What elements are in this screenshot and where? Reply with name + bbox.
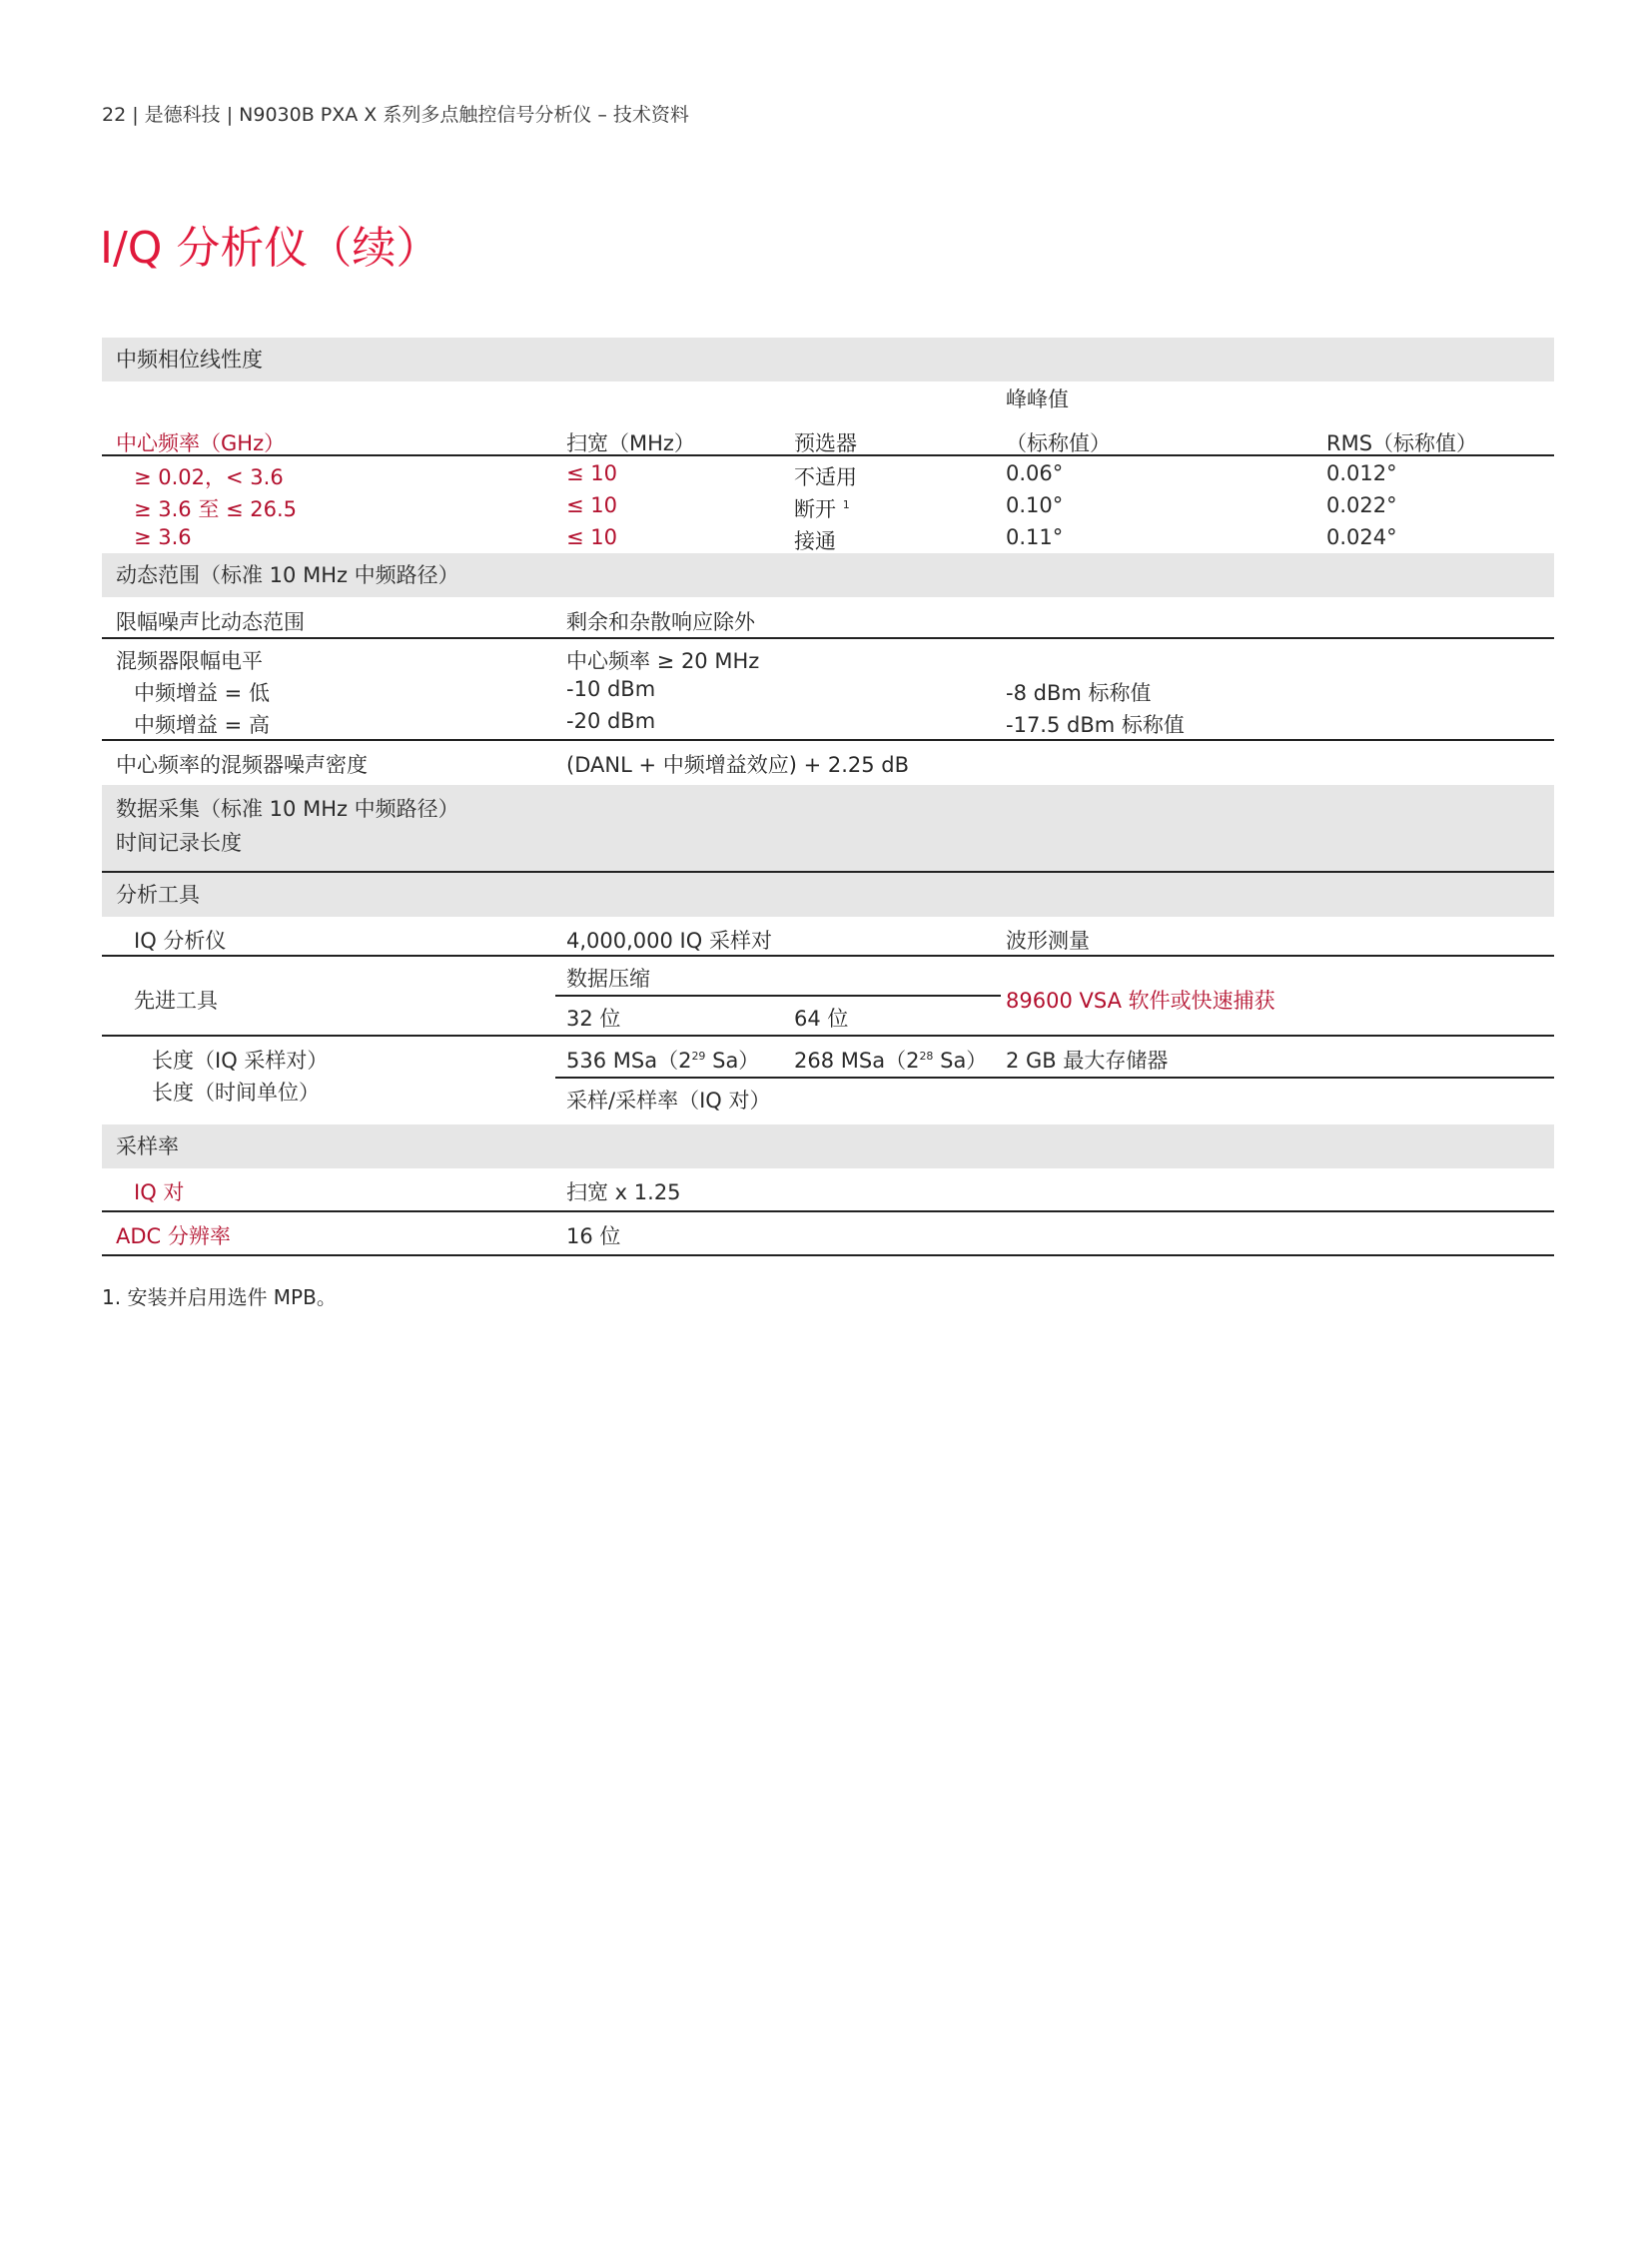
phase-row-2: [102, 487, 1554, 519]
rms-value: 0.022°: [1326, 493, 1397, 517]
advanced-tools-row: [102, 957, 1554, 1037]
section-sampling-rate: [102, 1124, 1554, 1168]
length-time-label: 长度（时间单位）: [152, 1081, 320, 1105]
iq-pair-label: IQ 对: [134, 1180, 185, 1204]
section-dynamic-range: [102, 553, 1554, 597]
length-32-value: 536 $MSa(2^{29}$ Sa）: [566, 1049, 760, 1073]
pp-value: 0.11°: [1006, 525, 1064, 549]
col-center-freq: 中心频率（GHz）: [116, 431, 286, 455]
col-peak-peak: 峰峰值: [1006, 387, 1069, 411]
gain-low-nominal: -8 dBm 标称值: [1006, 681, 1152, 705]
page-title: I/Q 分析仪（续）: [100, 223, 440, 274]
pp-value: 0.10°: [1006, 493, 1064, 517]
phase-header-row: [102, 381, 1554, 455]
cf-value: ≥ 3.6: [134, 525, 192, 549]
footnote-ref: 1: [842, 498, 850, 511]
data-compression: 数据压缩: [566, 967, 650, 991]
clip-label: 限幅噪声比动态范围: [116, 610, 305, 634]
cf-value: ≥ 3.6 至 ≤ 26.5: [134, 497, 298, 521]
footnote: 1. 安装并启用选件 MPB。: [102, 1285, 337, 1309]
iq-pair-row: [102, 1168, 1554, 1212]
adc-label: ADC 分辨率: [116, 1224, 231, 1248]
span-value: ≤ 10: [566, 525, 617, 549]
section-data-acquisition: [102, 785, 1554, 873]
noise-row: [102, 741, 1554, 785]
gain-high-nominal: -17.5 dBm 标称值: [1006, 713, 1185, 737]
noise-value: (DANL + 中频增益效应) + 2.25 dB: [566, 753, 910, 777]
bits-64: 64 位: [794, 1007, 849, 1031]
iq-analyzer-row: [102, 917, 1554, 957]
section-title: 采样率: [116, 1134, 179, 1158]
section-title: 分析工具: [116, 883, 200, 907]
col-peak-peak-nominal: （标称值）: [1006, 431, 1111, 455]
record-length-label: 时间记录长度: [116, 831, 242, 855]
col-preselector: 预选器: [794, 431, 857, 455]
gain-high-value: -20 dBm: [566, 709, 656, 733]
col-rms: RMS（标称值）: [1326, 431, 1478, 455]
length-row: [102, 1037, 1554, 1117]
section-title: 数据采集（标准 10 MHz 中频路径）: [116, 797, 459, 821]
clip-row: [102, 597, 1554, 639]
pp-value: 0.06°: [1006, 461, 1064, 485]
mixer-row: [102, 639, 1554, 741]
mixer-condition: 中心频率 ≥ 20 MHz: [566, 649, 760, 673]
advanced-tools-label: 先进工具: [134, 989, 218, 1013]
phase-row-3: [102, 519, 1554, 553]
rms-value: 0.024°: [1326, 525, 1397, 549]
span-value: ≤ 10: [566, 461, 617, 485]
vsa-software: 89600 VSA 软件或快速捕获: [1006, 989, 1275, 1013]
page-header: 22 | 是德科技 | N9030B PXA X 系列多点触控信号分析仪 – 技术资料: [102, 104, 689, 126]
max-memory: 2 GB 最大存储器: [1006, 1049, 1169, 1073]
noise-label: 中心频率的混频器噪声密度: [116, 753, 368, 777]
presel-value: 不适用: [794, 465, 857, 489]
adc-value: 16 位: [566, 1224, 621, 1248]
spec-table: [102, 338, 1554, 1256]
gain-high-label: 中频增益 = 高: [134, 713, 270, 737]
cf-value: ≥ 0.02，< 3.6: [134, 465, 284, 489]
rms-value: 0.012°: [1326, 461, 1397, 485]
iq-analyzer-value: 4,000,000 IQ 采样对: [566, 929, 772, 953]
bits-32: 32 位: [566, 1007, 621, 1031]
rate-note: 采样/采样率（IQ 对）: [566, 1089, 771, 1113]
section-phase-linearity: [102, 338, 1554, 381]
clip-value: 剩余和杂散响应除外: [566, 610, 755, 634]
span-value: ≤ 10: [566, 493, 617, 517]
gain-low-label: 中频增益 = 低: [134, 681, 270, 705]
iq-analyzer-label: IQ 分析仪: [134, 929, 227, 953]
section-title: 中频相位线性度: [116, 348, 263, 372]
presel-value: 接通: [794, 529, 836, 553]
length-64-value: 268 $MSa(2^{28}$ Sa）: [794, 1049, 988, 1073]
mixer-label: 混频器限幅电平: [116, 649, 263, 673]
section-analysis-tools: [102, 873, 1554, 917]
phase-row-1: [102, 455, 1554, 487]
length-iq-label: 长度（IQ 采样对）: [152, 1049, 329, 1073]
adc-row: [102, 1212, 1554, 1256]
section-title: 动态范围（标准 10 MHz 中频路径）: [116, 563, 459, 587]
gain-low-value: -10 dBm: [566, 677, 656, 701]
col-span: 扫宽（MHz）: [566, 431, 695, 455]
iq-measurement: 波形测量: [1006, 929, 1090, 953]
presel-value: 断开 $^1$: [794, 497, 850, 521]
iq-pair-value: 扫宽 x 1.25: [566, 1180, 681, 1204]
